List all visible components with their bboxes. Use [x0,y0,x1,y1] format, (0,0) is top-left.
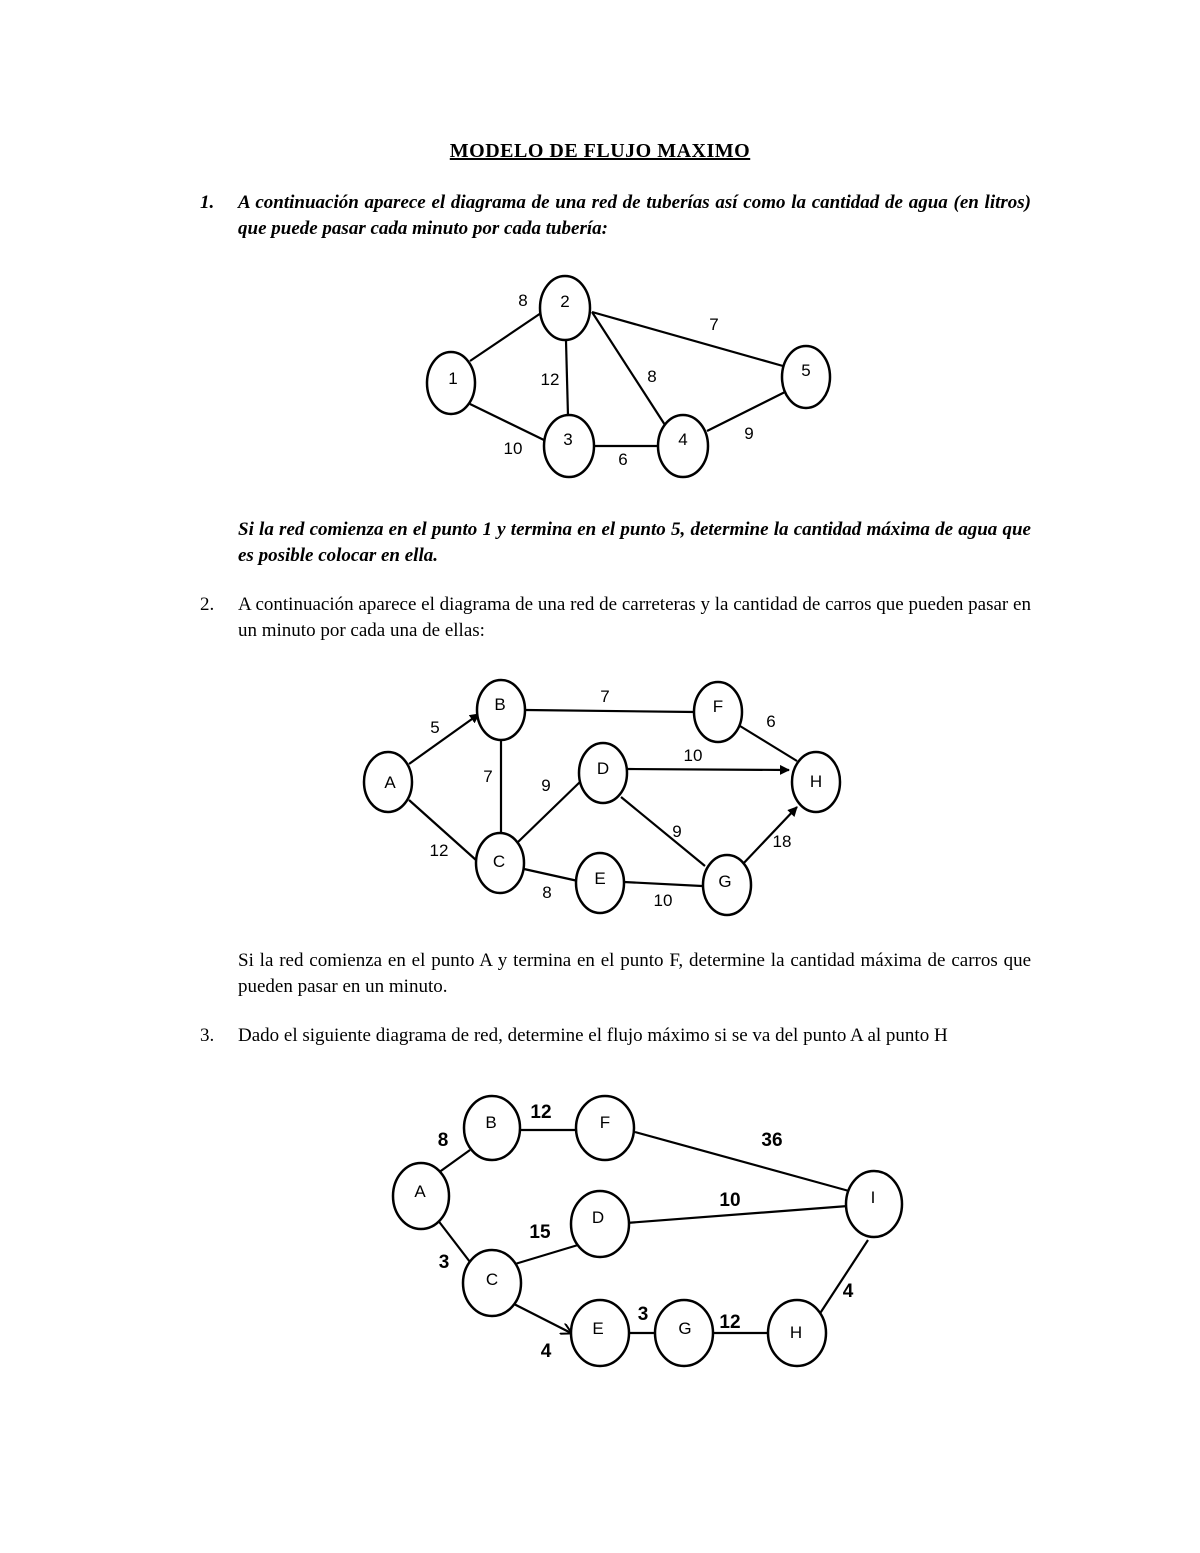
edge-label-C-D: 9 [541,776,551,795]
edge-label-B-F: 7 [600,687,610,706]
node-label-D: D [591,1208,605,1227]
edge-label-G-H: 18 [772,832,792,851]
edge-label-H-I: 4 [842,1281,854,1302]
edge-D-G [621,797,705,866]
node-label-A: A [414,1182,426,1201]
node-label-A: A [384,773,396,792]
edge-label-1-3: 10 [503,439,523,458]
edge-label-G-H: 12 [719,1312,741,1333]
edge-A-B [438,1150,470,1173]
edge-label-C-E: 8 [542,883,552,902]
network-diagram-1 [0,260,1200,490]
problem-1-statement: A continuación aparece el diagrama de una red de tuberías así como la cantidad de agua (en litros) que puede pasar cada minuto por cada tubería: [238,192,1031,239]
edge-label-C-E: 4 [540,1341,552,1362]
edge-label-2-4: 8 [647,367,657,386]
edge-label-A-C: 12 [429,841,449,860]
node-label-3: 3 [563,430,573,449]
node-label-C: C [492,852,506,871]
node-label-H: H [809,772,823,791]
node-label-2: 2 [560,292,570,311]
node-label-H: H [789,1323,803,1342]
edge-label-E-G: 10 [653,891,673,910]
edge-1-3 [470,404,546,441]
node-label-F: F [712,697,724,716]
node-label-B: B [494,695,506,714]
problem-3-statement: Dado el siguiente diagrama de red, determine el flujo máximo si se va del punto A al punto H [238,1025,948,1046]
edge-label-1-2: 8 [518,291,528,310]
edge-label-2-5: 7 [709,315,719,334]
edge-label-D-G: 9 [672,822,682,841]
edge-A-B [409,714,479,764]
edge-2-3 [566,341,568,416]
problem-1-question: Si la red comienza en el punto 1 y termina en el punto 5, determine la cantidad máxima de agua que es posible colocar en ella. [238,519,1031,566]
edge-label-F-H: 6 [766,712,776,731]
node-label-I: I [870,1188,876,1207]
network-diagram-2 [0,660,1200,930]
edge-label-3-4: 6 [618,450,628,469]
edge-label-D-I: 10 [719,1190,741,1211]
edge-F-I [635,1132,849,1191]
edge-label-C-D: 15 [529,1222,551,1243]
problem-1-number: 1. [200,192,215,213]
node-label-5: 5 [801,361,811,380]
edge-label-B-C: 7 [483,767,493,786]
problem-2-question: Si la red comienza en el punto A y termina en el punto F, determine la cantidad máxima de carros que pueden pasar en un minuto. [238,950,1031,997]
edge-label-2-3: 12 [540,370,560,389]
node-label-D: D [596,759,610,778]
node-label-C: C [485,1270,499,1289]
page-title: MODELO DE FLUJO MAXIMO [449,140,751,162]
edge-label-B-F: 12 [530,1102,552,1123]
edge-B-F [526,710,695,712]
network-diagram-3 [0,1090,1200,1380]
edge-D-H [628,769,789,770]
edge-label-D-H: 10 [683,746,703,765]
edge-E-G [624,882,702,886]
edge-C-E [512,1303,571,1333]
edge-label-A-C: 3 [438,1252,450,1273]
problem-2-number: 2. [200,594,215,615]
edge-C-D [515,1245,578,1264]
node-label-1: 1 [448,369,458,388]
edge-F-H [740,726,797,761]
node-label-B: B [485,1113,497,1132]
node-label-G: G [678,1319,692,1338]
node-label-E: E [592,1319,604,1338]
edge-label-4-5: 9 [744,424,754,443]
problem-2-statement: A continuación aparece el diagrama de una red de carreteras y la cantidad de carros que pueden pasar en un minuto por cada una de ellas: [238,594,1031,641]
node-label-E: E [594,869,606,888]
problem-3-number: 3. [200,1025,215,1046]
node-label-4: 4 [678,430,688,449]
edge-H-I [817,1240,868,1318]
edge-label-F-I: 36 [761,1130,783,1151]
edge-label-A-B: 5 [430,718,440,737]
edge-label-E-G: 3 [637,1304,649,1325]
edge-label-A-B: 8 [437,1130,449,1151]
edge-1-2 [470,311,544,361]
node-label-G: G [718,872,732,891]
node-label-F: F [599,1113,611,1132]
edge-C-E [524,869,578,881]
